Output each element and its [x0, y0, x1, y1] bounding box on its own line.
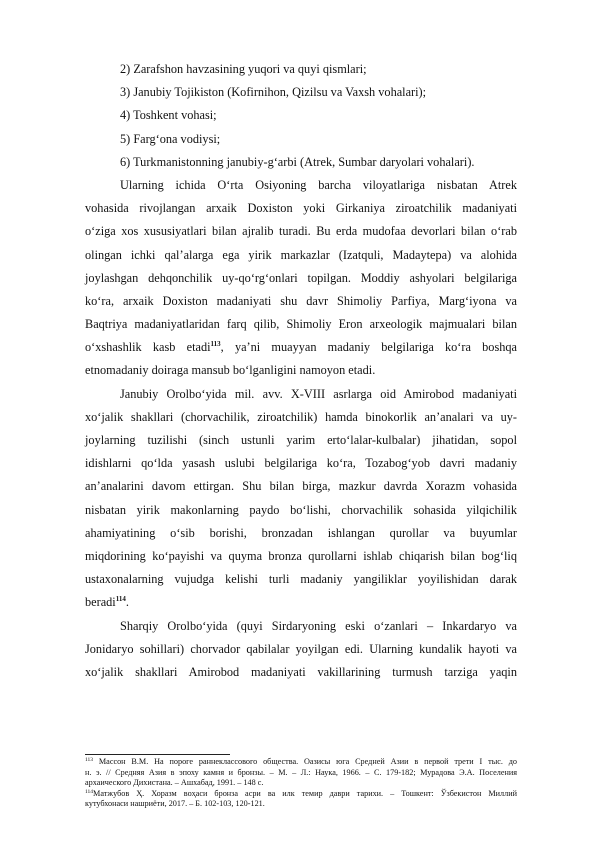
footnote-line: н. э. // Средняя Азия в эпоху камня и бронзы. – М. – Л.: Наука, 1966. – С. 179-182; Мурадова Э.А. Поселения [85, 767, 517, 777]
paragraph-line: etnomadaniy doiraga mansub bo‘lganligini namoyon etadi. [85, 363, 376, 378]
text-segment: . [125, 595, 129, 610]
paragraph-line: Janubiy Orolbo‘yida mil. avv. X-VIII asrlarga oid Amirobod madaniyati [120, 386, 517, 401]
paragraph-line: joylashgan dehqonchilik uy-qo‘rg‘onlari topilgan. Moddiy ashyolari belgilariga [85, 270, 517, 285]
list-item: 3) Janubiy Tojikiston (Kofirnihon, Qizilsu va Vaxsh vohalari); [120, 85, 427, 100]
paragraph-line: xo‘jalik shakllari Amirobod madaniyati vakillarining turmush tarziga yaqin [85, 664, 517, 679]
text-segment: beradi [85, 595, 116, 610]
paragraph-line: Jonidaryo sohillari) chorvador qabilalar yoyilgan edi. Ularning kundalik hayoti va [85, 641, 517, 656]
paragraph-line: ustaxonalarning vujudga kelishi turli madaniy yangiliklar yoyilishidan darak [85, 572, 517, 587]
paragraph-sharqiy [85, 615, 517, 685]
paragraph-line: ko‘ra, arxaik Doxiston madaniyati shu davr Shimoliy Parfiya, Marg‘iyona va [85, 293, 517, 308]
footnotes [85, 757, 517, 810]
text-segment: Матжубов Ҳ. Хоразм воҳаси бронза асри ва илк темир даври тарихи. – Тошкент: Ўзбекистон Миллий [93, 788, 517, 798]
paragraph-line [85, 336, 517, 359]
list-item: 4) Toshkent vohasi; [120, 108, 217, 123]
paragraph-atrek [85, 174, 517, 383]
paragraph-amirobod [85, 383, 517, 615]
list-item: 6) Turkmanistonning janubiy-g‘arbi (Atrek, Sumbar daryolari vohalari). [120, 154, 475, 169]
footnote-divider [85, 754, 230, 755]
footnote-line [85, 757, 517, 768]
paragraph-line: miqdorining ko‘payishi va quyma bronza qurollarni ishlab chiqarish bilan bog‘liq [85, 548, 517, 563]
list-item: 2) Zarafshon havzasining yuqori va quyi qismlari; [120, 62, 367, 76]
paragraph-line: ahamiyatining o‘sib borishi, bronzadan ishlangan qurollar va buyumlar [85, 525, 517, 540]
paragraph-line: xo‘jalik shakllari (chorvachilik, ziroatchilik) hamda binokorlik an’analari va uy- [85, 409, 517, 424]
footnote-ref[interactable]: 113 [210, 340, 221, 349]
paragraph-line: o‘ziga xos xususiyatlari bilan ajralib turadi. Bu erda mudofaa devorlari bilan o‘rab [85, 224, 517, 239]
region-list [85, 58, 517, 174]
paragraph-line: nisbatan yirik makonlarning paydo bo‘lishi, chorvachilik sohasida yilqichilik [85, 502, 517, 517]
paragraph-line: vohasida rivojlangan arxaik Doxiston yoki Girkaniya ziroatchilik madaniyati [85, 201, 517, 216]
footnote-number: 113 [85, 757, 94, 763]
main-text [85, 58, 517, 684]
text-segment: Массон В.М. На пороге раннеклассового общества. Оазисы юга Средней Азии в первой трети I тыс. до [93, 757, 517, 766]
paragraph-line: Ularning ichida O‘rta Osiyoning barcha viloyatlariga nisbatan Atrek [120, 177, 517, 192]
paragraph-line: Sharqiy Orolbo‘yida (quyi Sirdaryoning eski o‘zanlari – Inkardaryo va [120, 618, 517, 633]
text-segment: o‘xshashlik kasb etadi [85, 340, 211, 355]
footnote-number: 114 [85, 788, 94, 795]
footnote-114 [85, 789, 517, 810]
footnote-line: кутубхонаси нашриёти, 2017. – Б. 102-103, 120-121. [85, 799, 265, 809]
footnote-line: архаического Дихистана. – Ашхабад, 1991. – 148 с. [85, 778, 264, 788]
text-segment: , ya’ni muayyan madaniy belgilariga ko‘ra boshqa [220, 340, 517, 355]
footnote-113 [85, 757, 517, 789]
paragraph-line: Baqtriya madaniyatlaridan farq qilib, Shimoliy Eron arxeologik majmualari bilan [85, 317, 517, 332]
paragraph-line [85, 591, 517, 614]
paragraph-line: olingan ichki qal’alarga ega yirik markazlar (Izatquli, Madaytepa) va alohida [85, 247, 517, 262]
footnote-ref[interactable]: 114 [115, 595, 126, 604]
paragraph-line: joylarning tuzilishi (sinch ustunli yarim erto‘lalar-kulbalar) jihatidan, sopol [85, 433, 517, 447]
paragraph-line: an’analarini davom ettirgan. Shu bilan birga, mazkur davrda Xorazm vohasida [85, 479, 517, 494]
list-item: 5) Farg‘ona vodiysi; [120, 131, 221, 146]
footnote-line [85, 789, 517, 800]
paragraph-line: idishlarni qo‘lda yasash uslubi belgilariga ko‘ra, Tozabog‘yob davri madaniy [85, 456, 517, 471]
